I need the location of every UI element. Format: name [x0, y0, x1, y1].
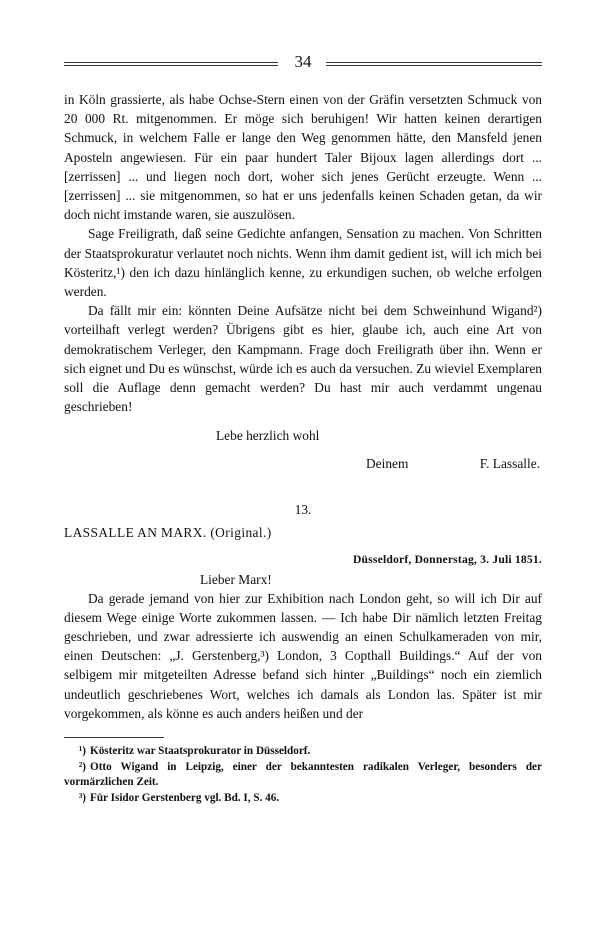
- header-rule-right: [326, 62, 542, 66]
- footnote-text: Kösteritz war Staatsprokurator in Düsseldorf.: [90, 745, 311, 758]
- signature-row: [64, 456, 542, 478]
- letter-salutation: Lieber Marx!: [200, 571, 272, 587]
- paragraph-continuation: in Köln grassierte, als habe Ochse-Stern einen von der Gräfin versetzten Schmuck von 20 000 Rt. mitgenommen. Er möge sich beruhigen! Wir hatten keinen derartigen Schmuck, in welchem Falle er lange den Weg genommen hätte, den Mansfeld jenen Aposteln angewiesen. Für ein paar hundert Taler Bijoux lagen allerdings dort ... [zerrissen] ... und liegen noch dort, woher sich jenes Gerücht erzeugte. Wenn ... [zerrissen] ... sie mitgenommen, so hat er uns jedenfalls keinen Schaden getan, da wir doch nicht imstande waren, sie auszulösen.: [64, 92, 542, 223]
- footnote-mark: ³): [78, 791, 86, 804]
- footnote-text: Otto Wigand in Leipzig, einer der bekanntesten radikalen Verleger, besonders der vormärzlichen Zeit.: [64, 760, 542, 789]
- footnote-mark: ²): [78, 760, 86, 773]
- paragraph-freiligrath: Sage Freiligrath, daß seine Gedichte anfangen, Sensation zu machen. Von Schritten der Staatsprokuratur verlautet noch nichts. Wenn ihm damit gedient ist, will ich mich bei Kösteritz,¹) den ich dazu hinlänglich kenne, zu erkundigen suchen, ob welche erfolgen werden.: [64, 226, 542, 300]
- signature-name: F. Lassalle.: [479, 455, 540, 471]
- paragraph-wigand: Da fällt mir ein: könnten Deine Aufsätze nicht bei dem Schweinhund Wigand²) vorteilhaft verlegt werden? Übrigens gibt es hier, glaube ich, auch eine Art von demokratischem Verleger, den Kampmann. Frage doch Freiligrath über ihn. Wenn er sich eignet und Du es wünschst, würde ich es auch da versuchen. Zu wieviel Exemplaren soll die Auflage denn gemacht werden? Du hast mir auch verdammt ungenau geschrieben!: [64, 303, 542, 415]
- footnote-1: [64, 744, 542, 760]
- letter-number: 13.: [294, 501, 312, 517]
- footnote-mark: ¹): [78, 745, 86, 758]
- page-header: [64, 52, 542, 74]
- footnote-divider: [64, 737, 164, 738]
- letter-heading: LASSALLE AN MARX. (Original.): [64, 524, 272, 540]
- footnote-2: [64, 760, 542, 791]
- header-rule-left: [64, 62, 278, 66]
- footnote-3: [64, 791, 542, 807]
- footnotes: [64, 744, 542, 806]
- book-page: [64, 52, 542, 806]
- letter-dateline: Düsseldorf, Donnerstag, 3. Juli 1851.: [352, 552, 542, 566]
- signature-word: Deinem: [366, 455, 409, 471]
- closing-line: Lebe herzlich wohl: [216, 428, 320, 444]
- letter-body: Da gerade jemand von hier zur Exhibition nach London geht, so will ich Dir auf diesem Wege einige Worte zukommen lassen. — Ich habe Dir nämlich letzten Freitag geschrieben, und zwar adressierte ich auswendig an einen Schulkameraden von mir, einen Deutschen: „J. Gerstenberg,³) London, 3 Copthall Buildings.“ Auf der von selbigem mir mitgeteilten Adresse befand sich hinter „Buildings“ noch ein ziemlich undeutlich geschriebenes Wort, welches ich damals als London las. Später ist mir vorgekommen, als könne es auch anders heißen und der: [64, 590, 542, 721]
- page-number: 34: [294, 52, 312, 71]
- footnote-text: Für Isidor Gerstenberg vgl. Bd. I, S. 46.: [90, 791, 280, 804]
